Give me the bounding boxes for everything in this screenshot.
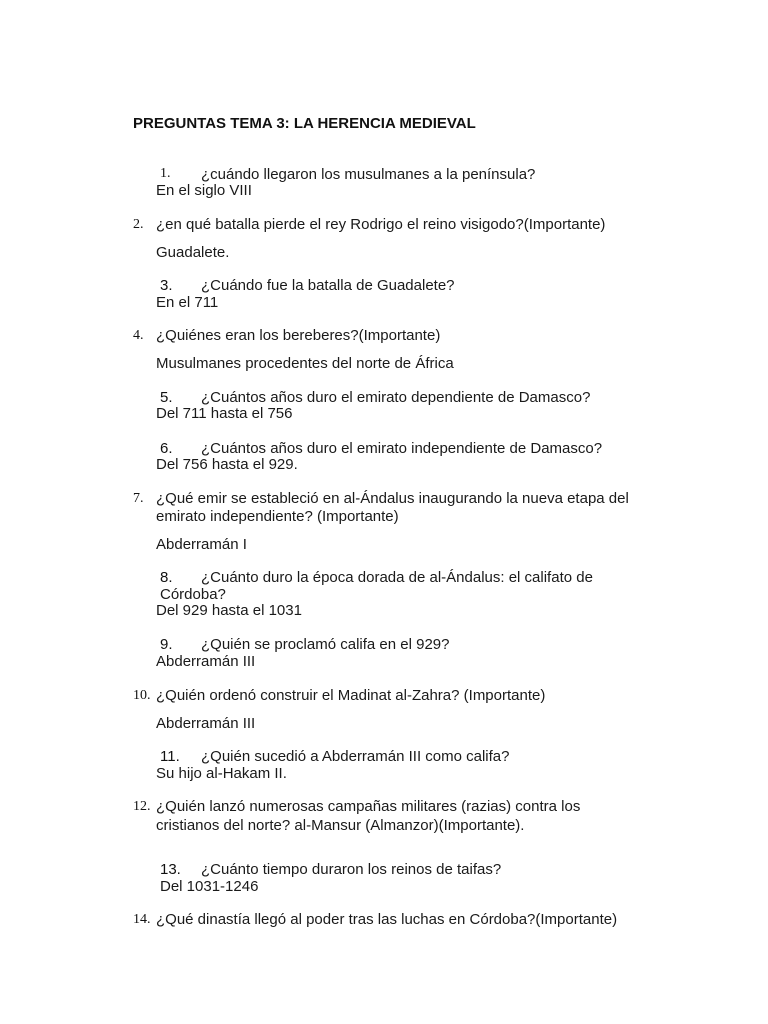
item-number: 9. bbox=[160, 636, 173, 653]
page-title: PREGUNTAS TEMA 3: LA HERENCIA MEDIEVAL bbox=[133, 115, 476, 132]
answer-text: Del 756 hasta el 929. bbox=[156, 456, 298, 473]
item-number: 1. bbox=[160, 166, 171, 181]
question-text: ¿Cuánto tiempo duraron los reinos de taifas? bbox=[201, 861, 502, 878]
question-text: ¿Cuántos años duro el emirato independiente de Damasco? bbox=[201, 440, 603, 457]
question-text: ¿Quiénes eran los bereberes?(Importante) bbox=[156, 327, 441, 344]
answer-text: Su hijo al-Hakam II. bbox=[156, 765, 287, 782]
question-text: Córdoba? bbox=[160, 586, 226, 603]
answer-text: Guadalete. bbox=[156, 244, 230, 261]
item-number: 11. bbox=[160, 748, 180, 765]
answer-text: Del 1031-1246 bbox=[160, 878, 259, 895]
question-text: ¿Quién se proclamó califa en el 929? bbox=[201, 636, 450, 653]
answer-text: En el siglo VIII bbox=[156, 182, 252, 199]
item-number: 14. bbox=[133, 912, 151, 927]
answer-text: Del 711 hasta el 756 bbox=[156, 405, 293, 422]
question-text: ¿Cuánto duro la época dorada de al-Ándalus: el califato de bbox=[201, 569, 593, 586]
item-number: 4. bbox=[133, 328, 144, 343]
question-text: ¿Cuántos años duro el emirato dependiente de Damasco? bbox=[201, 389, 591, 406]
question-text: ¿Qué emir se estableció en al-Ándalus inaugurando la nueva etapa del bbox=[156, 490, 629, 507]
answer-text: Abderramán I bbox=[156, 536, 247, 553]
item-number: 7. bbox=[133, 491, 144, 506]
answer-text: En el 711 bbox=[156, 294, 219, 311]
item-number: 8. bbox=[160, 569, 173, 586]
question-text: ¿Cuándo fue la batalla de Guadalete? bbox=[201, 277, 455, 294]
item-number: 13. bbox=[160, 861, 181, 878]
item-number: 10. bbox=[133, 688, 151, 703]
question-text: ¿Qué dinastía llegó al poder tras las luchas en Córdoba?(Importante) bbox=[156, 911, 618, 928]
question-text: ¿Quién lanzó numerosas campañas militares (razias) contra los bbox=[156, 798, 581, 815]
answer-text: Abderramán III bbox=[156, 653, 256, 670]
item-number: 3. bbox=[160, 277, 173, 294]
question-text: emirato independiente? (Importante) bbox=[156, 508, 399, 525]
question-text: ¿Quién ordenó construir el Madinat al-Zahra? (Importante) bbox=[156, 687, 546, 704]
answer-text: Del 929 hasta el 1031 bbox=[156, 602, 302, 619]
answer-text: Abderramán III bbox=[156, 715, 256, 732]
question-text: cristianos del norte? al-Mansur (Almanzor)(Importante). bbox=[156, 817, 525, 834]
item-number: 5. bbox=[160, 389, 173, 406]
question-text: ¿en qué batalla pierde el rey Rodrigo el reino visigodo?(Importante) bbox=[156, 216, 606, 233]
answer-text: Musulmanes procedentes del norte de África bbox=[156, 355, 454, 372]
item-number: 2. bbox=[133, 217, 144, 232]
question-text: ¿cuándo llegaron los musulmanes a la península? bbox=[201, 166, 536, 183]
item-number: 6. bbox=[160, 440, 173, 457]
question-text: ¿Quién sucedió a Abderramán III como califa? bbox=[201, 748, 510, 765]
item-number: 12. bbox=[133, 799, 151, 814]
